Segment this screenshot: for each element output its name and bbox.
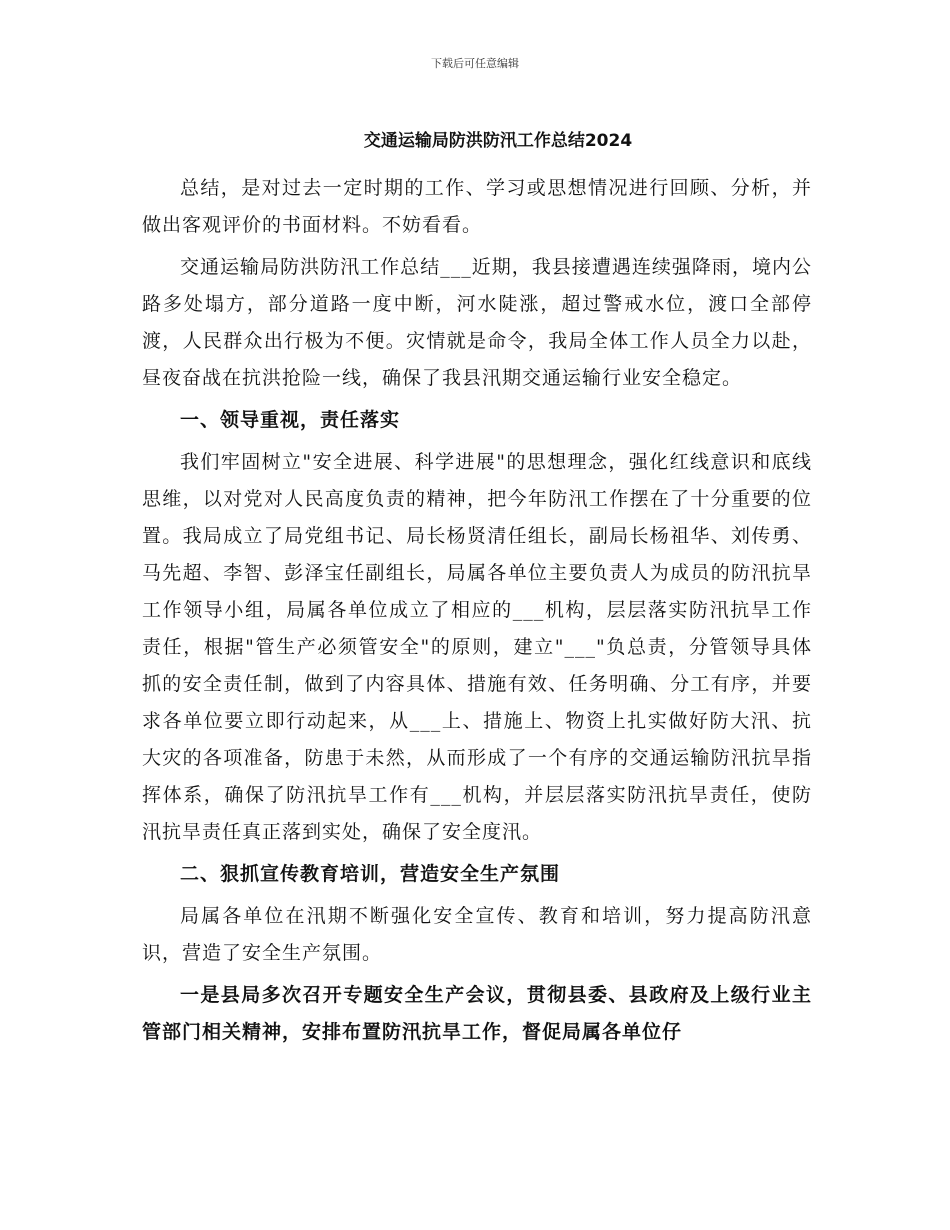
document-body — [142, 170, 812, 1056]
document-title: 交通运输局防洪防汛工作总结2024 — [363, 131, 633, 151]
section-2-heading: 二、狠抓宣传教育培训，营造安全生产氛围 — [180, 863, 561, 885]
intro-paragraph: 总结，是对过去一定时期的工作、学习或思想情况进行回顾、分析，并做出客观评价的书面材料。不妨看看。 — [142, 177, 812, 236]
section-1-heading: 一、领导重视，责任落实 — [180, 409, 401, 431]
header-note: 下载后可任意编辑 — [431, 57, 519, 70]
section-1-paragraph: 我们牢固树立"安全进展、科学进展"的思想理念，强化红线意识和底线思维，以对党对人民高度负责的精神，把今年防汛工作摆在了十分重要的位置。我局成立了局党组书记、局长杨贤清任组长，副局长杨祖华、刘传勇、马先超、李智、彭泽宝任副组长，局属各单位主要负责人为成员的防汛抗旱工作领导小组，局属各单位成立了相应的___机构，层层落实防汛抗旱工作责任，根据"管生产必须管安全"的原则，建立"___"负总责，分管领导具体抓的安全责任制，做到了内容具体、措施有效、任务明确、分工有序，并要求各单位要立即行动起来，从___上、措施上、物资上扎实做好防大汛、抗大灾的各项准备，防患于未然，从而形成了一个有序的交通运输防汛抗旱指挥体系，确保了防汛抗旱工作有___机构，并层层落实防汛抗旱责任，使防汛抗旱责任真正落到实处，确保了安全度汛。 — [142, 451, 812, 843]
section-2-bold-paragraph: 一是县局多次召开专题安全生产会议，贯彻县委、县政府及上级行业主管部门相关精神，安排布置防汛抗旱工作，督促局属各单位仔 — [142, 984, 812, 1043]
section-2-paragraph: 局属各单位在汛期不断强化安全宣传、教育和培训，努力提高防汛意识，营造了安全生产氛围。 — [142, 905, 812, 964]
summary-paragraph: 交通运输局防洪防汛工作总结___近期，我县接遭遇连续强降雨，境内公路多处塌方，部分道路一度中断，河水陡涨，超过警戒水位，渡口全部停渡，人民群众出行极为不便。灾情就是命令，我局全体工作人员全力以赴，昼夜奋战在抗洪抢险一线，确保了我县汛期交通运输行业安全稳定。 — [142, 256, 812, 389]
